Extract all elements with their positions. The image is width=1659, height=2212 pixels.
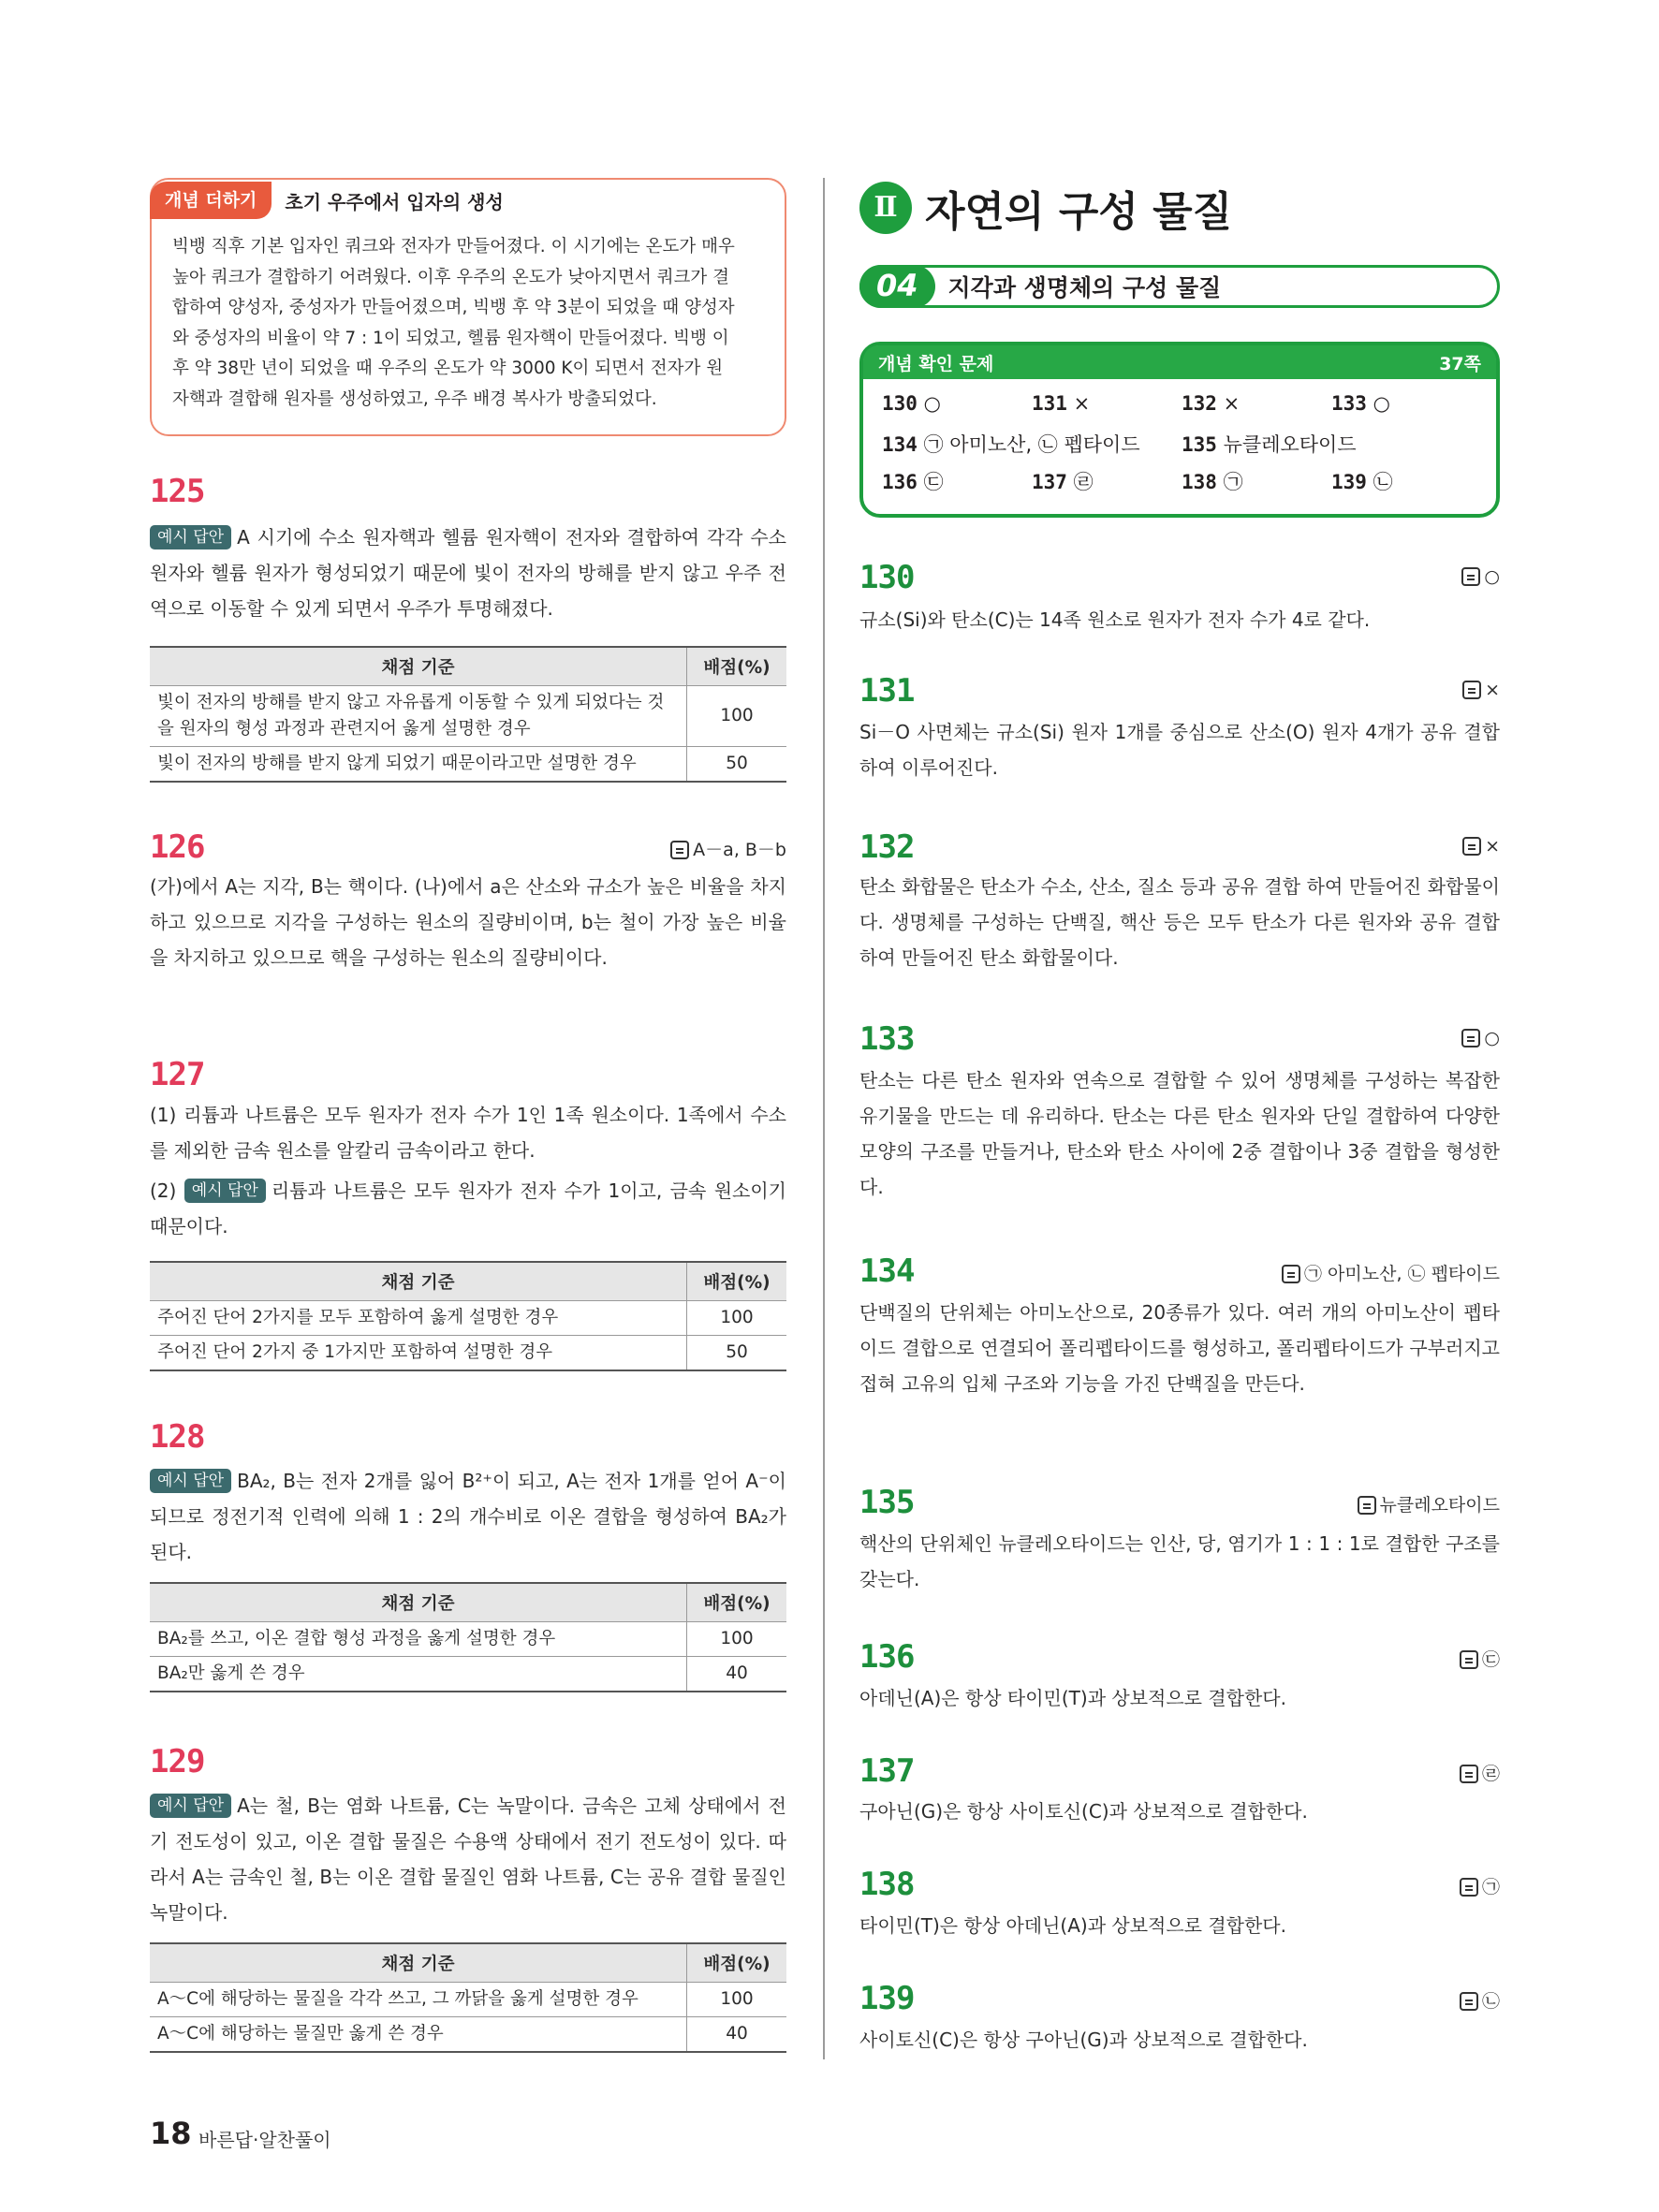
- section-number: 04: [859, 265, 935, 308]
- column-divider: [823, 178, 825, 2059]
- question-number: 138: [859, 1866, 915, 1903]
- criteria-cell: A～C에 해당하는 물질만 옳게 쓴 경우: [150, 2017, 687, 2053]
- question-number: 137: [859, 1752, 915, 1790]
- score-header: 배점(%): [687, 1943, 787, 1983]
- criteria-line: 빛이 전자의 방해를 받지 않고 자유롭게 이동할 수 있게 되었다는 것: [157, 693, 665, 712]
- answer-key: ×: [1462, 836, 1500, 857]
- question-number: 132: [859, 828, 915, 866]
- answer-key: ○: [1461, 566, 1500, 587]
- grading-table: [150, 1261, 786, 1371]
- score-cell: 50: [687, 747, 787, 783]
- page-number: 18: [150, 2116, 192, 2151]
- check-item: 139 ㉡: [1331, 471, 1393, 493]
- check-row: [882, 387, 1481, 424]
- concept-line: 와 중성자의 비율이 약 7 : 1이 되었고, 헬륨 원자핵이 만들어졌다. 빅뱅 이: [172, 328, 729, 348]
- answer-icon: [1461, 1029, 1480, 1047]
- answer-text: 구아닌(G)은 항상 사이토신(C)과 상보적으로 결합한다.: [859, 1800, 1308, 1823]
- check-item: 132 ×: [1182, 392, 1241, 415]
- sub-number: (2): [150, 1179, 177, 1202]
- criteria-cell: 빛이 전자의 방해를 받지 않게 되었기 때문이라고만 설명한 경우: [150, 747, 687, 783]
- question-number: 129: [150, 1743, 205, 1780]
- answer-text: (가)에서 A는 지각, B는 핵이다. (나)에서 a은 산소와 규소가 높은 비율을 차지하고 있으므로 지각을 구성하는 원소의 질량비이며, b는 철이 가장 높은 비율을 차지하고 있으므로 핵을 구성하는 원소의 질량비이다.: [150, 875, 786, 969]
- section-title: 지각과 생명체의 구성 물질: [947, 274, 1222, 301]
- answer-icon: [1460, 1992, 1478, 2011]
- score-header: 배점(%): [687, 1262, 787, 1301]
- question-number: 130: [859, 559, 915, 596]
- answer-text: 사이토신(C)은 항상 구아닌(G)과 상보적으로 결합한다.: [859, 2029, 1308, 2051]
- answer-key: ㉡: [1460, 1987, 1500, 2013]
- check-row: [882, 461, 1481, 499]
- question-number: 134: [859, 1252, 915, 1290]
- answer-icon: [1460, 1765, 1478, 1783]
- answer-body: 리튬과 나트륨은 모두 원자가 전자 수가 1이고, 금속 원소이기 때문이다.: [150, 1179, 786, 1238]
- check-item: 137 ㉣: [1032, 471, 1094, 493]
- check-row: [882, 424, 1481, 461]
- check-item: 133 ○: [1331, 392, 1390, 415]
- score-cell: 100: [687, 686, 787, 747]
- score-header: 배점(%): [687, 1583, 787, 1622]
- question-number: 128: [150, 1418, 205, 1456]
- answer-text: 단백질의 단위체는 아미노산으로, 20종류가 있다. 여러 개의 아미노산이 펩타이드 결합으로 연결되어 폴리펩타이드를 형성하고, 폴리펩타이드가 구부러지고 접혀 고유의 입체 구조와 기능을 가진 단백질을 만든다.: [859, 1301, 1500, 1395]
- answer-body: A는 철, B는 염화 나트륨, C는 녹말이다. 금속은 고체 상태에서 전기 전도성이 있고, 이온 결합 물질은 수용액 상태에서 전기 전도성이 있다. 따라서 A는 금속인 철, B는 이온 결합 물질인 염화 나트륨, C는 공유 결합 물질인 녹말이다.: [150, 1795, 786, 1924]
- score-header: 배점(%): [687, 647, 787, 686]
- answer-text: 아데닌(A)은 항상 타이민(T)과 상보적으로 결합한다.: [859, 1687, 1286, 1709]
- chapter-heading: [859, 178, 1232, 238]
- answer-text: [150, 1173, 786, 1244]
- question-number: 133: [859, 1020, 915, 1058]
- criteria-line: 을 원자의 형성 과정과 관련지어 옳게 설명한 경우: [157, 719, 531, 739]
- score-cell: 100: [687, 1983, 787, 2017]
- answer-key: ㉠: [1460, 1873, 1500, 1898]
- answer-key: [670, 836, 786, 861]
- concept-check-page: 37쪽: [1439, 353, 1481, 374]
- criteria-cell: BA₂만 옳게 쓴 경우: [150, 1657, 687, 1692]
- check-item: 136 ㉢: [882, 471, 944, 493]
- answer-text: [150, 1788, 786, 1930]
- section-heading: [859, 265, 1500, 308]
- question-number: 127: [150, 1056, 205, 1093]
- concept-check-grid: [882, 387, 1481, 499]
- answer-key: ㉠ 아미노산, ㉡ 펩타이드: [1282, 1260, 1500, 1285]
- question-number: 131: [859, 672, 915, 710]
- criteria-cell: [150, 686, 687, 747]
- answer-text: 타이민(T)은 항상 아데닌(A)과 상보적으로 결합한다.: [859, 1914, 1286, 1937]
- check-item: 134 ㉠ 아미노산, ㉡ 펩타이드: [882, 433, 1140, 456]
- concept-box: [150, 178, 786, 436]
- answer-text: [150, 1463, 786, 1570]
- criteria-cell: BA₂를 쓰고, 이온 결합 형성 과정을 옳게 설명한 경우: [150, 1622, 687, 1657]
- question-number: 136: [859, 1638, 915, 1676]
- check-item: 131 ×: [1032, 392, 1091, 415]
- score-cell: 100: [687, 1622, 787, 1657]
- answer-key: ×: [1462, 680, 1500, 700]
- answer-body: BA₂, B는 전자 2개를 잃어 B²⁺이 되고, A는 전자 1개를 얻어 A⁻이 되므로 정전기적 인력에 의해 1 : 2의 개수비로 이온 결합을 형성하여 BA₂가 된다.: [150, 1470, 786, 1563]
- criteria-cell: 주어진 단어 2가지를 모두 포함하여 옳게 설명한 경우: [150, 1301, 687, 1336]
- answer-key: ㉢: [1460, 1646, 1500, 1671]
- example-answer-badge: 예시 답안: [150, 525, 231, 549]
- concept-line: 후 약 38만 년이 되었을 때 우주의 온도가 약 3000 K이 되면서 전자가 원: [172, 359, 724, 378]
- concept-body: [172, 232, 768, 415]
- answer-icon: [1282, 1265, 1300, 1283]
- question-number: 139: [859, 1980, 915, 2017]
- answer-text: 탄소 화합물은 탄소가 수소, 산소, 질소 등과 공유 결합 하여 만들어진 화합물이다. 생명체를 구성하는 단백질, 핵산 등은 모두 탄소가 다른 원자와 공유 결합 하여 만들어진 탄소 화합물이다.: [859, 875, 1500, 969]
- chapter-title: 자연의 구성 물질: [925, 188, 1233, 236]
- answer-key: ○: [1461, 1028, 1500, 1048]
- concept-line: 자핵과 결합해 원자를 생성하였고, 우주 배경 복사가 방출되었다.: [172, 388, 657, 409]
- concept-check-title: 개념 확인 문제: [878, 353, 994, 374]
- question-number: 126: [150, 828, 205, 866]
- answer-text: (1) 리튬과 나트륨은 모두 원자가 전자 수가 1인 1족 원소이다. 1족에서 수소를 제외한 금속 원소를 알칼리 금속이라고 한다.: [150, 1104, 786, 1162]
- criteria-header: 채점 기준: [150, 647, 687, 686]
- example-answer-badge: 예시 답안: [150, 1794, 231, 1818]
- concept-check-box: [859, 342, 1500, 518]
- check-item: 130 ○: [882, 392, 941, 415]
- answer-icon: [1460, 1878, 1478, 1897]
- answer-key: ㉣: [1460, 1760, 1500, 1785]
- chapter-number: Ⅱ: [859, 182, 912, 234]
- grading-table: [150, 1582, 786, 1692]
- criteria-header: 채점 기준: [150, 1583, 687, 1622]
- example-answer-badge: 예시 답안: [184, 1179, 266, 1203]
- answer-text: [150, 520, 786, 626]
- concept-check-header: [863, 345, 1496, 379]
- concept-header: [150, 178, 504, 223]
- grading-table: [150, 646, 786, 783]
- concept-tag: 개념 더하기: [150, 182, 272, 219]
- concept-line: 합하여 양성자, 중성자가 만들어졌으며, 빅뱅 후 약 3분이 되었을 때 양성자: [172, 298, 735, 317]
- question-number: 135: [859, 1484, 915, 1521]
- answer-icon: [1462, 681, 1481, 699]
- answer-icon: [1461, 567, 1480, 586]
- answer-text: Si－O 사면체는 규소(Si) 원자 1개를 중심으로 산소(O) 원자 4개가 공유 결합 하여 이루어진다.: [859, 721, 1500, 779]
- answer-icon: [1462, 837, 1481, 856]
- grading-table: [150, 1942, 786, 2053]
- answer-key: 뉴클레오타이드: [1358, 1491, 1500, 1516]
- answer-icon: [1460, 1650, 1478, 1669]
- score-cell: 40: [687, 2017, 787, 2053]
- check-item: 135 뉴클레오타이드: [1182, 433, 1357, 456]
- answer-text: 탄소는 다른 탄소 원자와 연속으로 결합할 수 있어 생명체를 구성하는 복잡한 유기물을 만드는 데 유리하다. 탄소는 다른 탄소 원자와 단일 결합하여 다양한 모양의 구조를 만들거나, 탄소와 탄소 사이에 2중 결합이나 3중 결합을 형성한다.: [859, 1069, 1500, 1198]
- criteria-cell: A～C에 해당하는 물질을 각각 쓰고, 그 까닭을 옳게 설명한 경우: [150, 1983, 687, 2017]
- question-number: 125: [150, 473, 205, 510]
- answer-icon: [1358, 1496, 1376, 1515]
- score-cell: 100: [687, 1301, 787, 1336]
- answer-text: 규소(Si)와 탄소(C)는 14족 원소로 원자가 전자 수가 4로 같다.: [859, 608, 1371, 631]
- check-item: 138 ㉠: [1182, 471, 1243, 493]
- answer-text: 핵산의 단위체인 뉴클레오타이드는 인산, 당, 염기가 1 : 1 : 1로 결합한 구조를 갖는다.: [859, 1532, 1500, 1590]
- footer-title: 바른답·알찬풀이: [198, 2129, 331, 2151]
- criteria-cell: 주어진 단어 2가지 중 1가지만 포함하여 설명한 경우: [150, 1336, 687, 1371]
- score-cell: 40: [687, 1657, 787, 1692]
- answer-icon: [670, 841, 689, 859]
- score-cell: 50: [687, 1336, 787, 1371]
- concept-line: 빅뱅 직후 기본 입자인 쿼크와 전자가 만들어졌다. 이 시기에는 온도가 매우: [172, 237, 735, 256]
- answer-value: A－a, B－b: [693, 840, 786, 860]
- concept-line: 높아 쿼크가 결합하기 어려웠다. 이후 우주의 온도가 낮아지면서 쿼크가 결: [172, 267, 729, 287]
- answer-body: A 시기에 수소 원자핵과 헬륨 원자핵이 전자와 결합하여 각각 수소 원자와 헬륨 원자가 형성되었기 때문에 빛이 전자의 방해를 받지 않고 우주 전역으로 이동할 수 있게 되면서 우주가 투명해졌다.: [150, 526, 786, 620]
- criteria-header: 채점 기준: [150, 1262, 687, 1301]
- criteria-header: 채점 기준: [150, 1943, 687, 1983]
- example-answer-badge: 예시 답안: [150, 1469, 231, 1493]
- concept-title: 초기 우주에서 입자의 생성: [285, 190, 504, 213]
